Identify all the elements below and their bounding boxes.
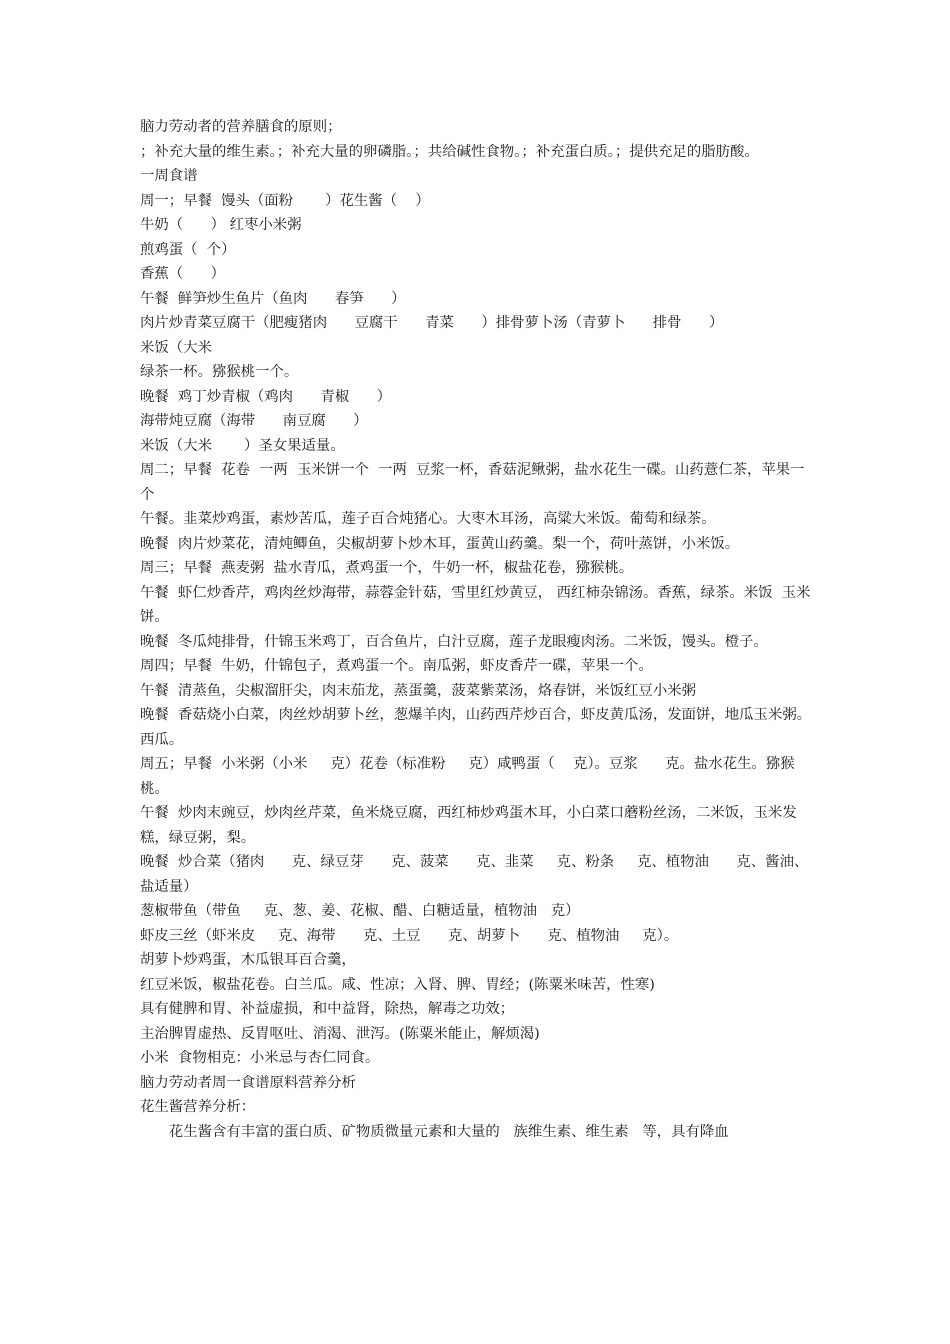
millet-effects: 具有健脾和胃、补益虚损，和中益肾，除热，解毒之功效； [140,1001,515,1017]
monday-breakfast-egg: 煎鸡蛋（ 个） [140,241,236,258]
friday-dinner-carrot: 胡萝卜炒鸡蛋，木瓜银耳百合羹， [140,952,356,968]
friday-lunch: 午餐 炒肉末豌豆，炒肉丝芹菜，鱼米烧豆腐，西红柿炒鸡蛋木耳，小白菜口蘑粉丝汤，二米饭，玉米发糕，绿豆粥，梨。 [140,805,797,846]
friday-dinner-shrimp: 虾皮三丝（虾米皮 克、海带 克、土豆 克、胡萝卜 克、植物油 克）。 [140,927,679,944]
tuesday-lunch: 午餐。韭菜炒鸡蛋，素炒苦瓜，莲子百合炖猪心。大枣木耳汤，高粱大米饭。葡萄和绿茶。 [140,511,716,527]
thursday-dinner: 晚餐 香菇烧小白菜，肉丝炒胡萝卜丝，葱爆羊肉，山药西芹炒百合，虾皮黄瓜汤，发面饼，地瓜玉米粥。西瓜。 [140,707,812,748]
peanut-butter-analysis: 花生酱含有丰富的蛋白质、矿物质微量元素和大量的 族维生素、维生素 等，具有降血 [168,1123,729,1140]
analysis-heading: 脑力劳动者周一食谱原料营养分析 [140,1074,356,1091]
tuesday-breakfast: 周二；早餐 花卷 一两 玉米饼一个 一两 豆浆一杯，香菇泥鳅粥，盐水花生一碟。山药薏仁茶，苹果一个 [140,462,805,503]
monday-lunch-dishes: 肉片炒青菜豆腐干（肥瘦猪肉 豆腐干 青菜 ）排骨萝卜汤（青萝卜 排骨 ） [140,315,724,331]
monday-dinner-rice: 米饭（大米 ）圣女果适量。 [140,437,345,454]
friday-breakfast: 周五；早餐 小米粥（小米 克）花卷（标准粉 克）咸鸭蛋（ 克）。豆浆 克。盐水花生。猕猴桃。 [140,756,795,797]
monday-breakfast: 周一；早餐 馒头（面粉 ）花生酱（ ） [140,192,430,209]
weekly-menu-heading: 一周食谱 [140,168,198,184]
monday-breakfast-milk: 牛奶（ ） 红枣小米粥 [140,217,302,233]
monday-dinner: 晚餐 鸡丁炒青椒（鸡肉 青椒 ） [140,388,392,405]
thursday-breakfast: 周四；早餐 牛奶，什锦包子，煮鸡蛋一个。南瓜粥，虾皮香芹一碟，苹果一个。 [140,658,653,674]
wednesday-dinner: 晚餐 冬瓜炖排骨，什锦玉米鸡丁，百合鱼片，白汁豆腐，莲子龙眼瘦肉汤。二米饭，馒头。橙子。 [140,633,768,650]
monday-breakfast-banana: 香蕉（ ） [140,266,226,282]
document-page [140,115,812,1144]
friday-dinner: 晚餐 炒合菜（猪肉 克、绿豆芽 克、菠菜 克、韭菜 克、粉条 克、植物油 克、酱油、盐适量） [140,854,809,895]
millet-indications: 主治脾胃虚热、反胃呕吐、消渴、泄泻。(陈粟米能止，解烦渴) [140,1025,540,1042]
millet-incompatibility: 小米 食物相克：小米忌与杏仁同食。 [140,1050,380,1066]
monday-lunch-tea: 绿茶一杯。猕猴桃一个。 [140,364,299,380]
monday-dinner-tofu: 海带炖豆腐（海带 南豆腐 ） [140,413,368,429]
thursday-lunch: 午餐 清蒸鱼，尖椒溜肝尖，肉末茄龙，蒸蛋羹，菠菜紫菜汤，烙春饼，米饭红豆小米粥 [140,682,696,699]
monday-lunch-rice: 米饭（大米 [140,339,212,356]
millet-nature: 红豆米饭，椒盐花卷。白兰瓜。咸、性凉；入肾、脾、胃经；(陈粟米味苦，性寒) [140,976,655,993]
wednesday-breakfast: 周三；早餐 燕麦粥 盐水青瓜，煮鸡蛋一个，牛奶一杯，椒盐花卷，猕猴桃。 [140,560,634,576]
friday-dinner-fish: 葱椒带鱼（带鱼 克、葱、姜、花椒、醋、白糖适量，植物油 克） [140,903,580,919]
principle-title: 脑力劳动者的营养膳食的原则； [140,119,342,135]
monday-lunch: 午餐 鲜笋炒生鱼片（鱼肉 春笋 ） [140,290,406,307]
wednesday-lunch: 午餐 虾仁炒香芹，鸡肉丝炒海带，蒜蓉金针菇，雪里红炒黄豆， 西红柿杂锦汤。香蕉，绿茶。米饭 玉米饼。 [140,584,811,625]
principle-list: ；补充大量的维生素。；补充大量的卵磷脂。；共给碱性食物。；补充蛋白质。；提供充足的脂肪酸。 [140,143,759,160]
peanut-butter-heading: 花生酱营养分析： [140,1099,256,1115]
tuesday-dinner: 晚餐 肉片炒菜花，清炖鲫鱼，尖椒胡萝卜炒木耳，蛋黄山药羹。梨一个，荷叶蒸饼，小米饭。 [140,535,740,552]
